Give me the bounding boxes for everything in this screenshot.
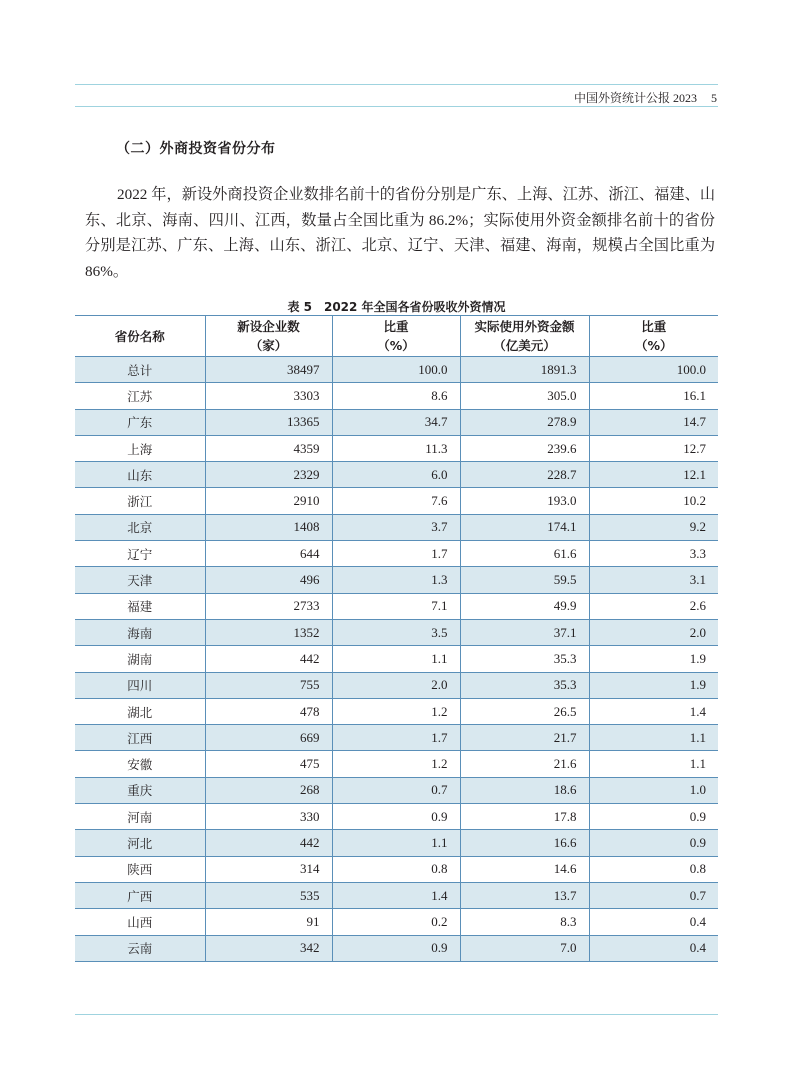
firms-cell: 496 <box>205 567 332 593</box>
footer-rule <box>75 1014 718 1015</box>
header-amount-share: 比重 （%） <box>589 316 718 357</box>
firms-cell: 669 <box>205 725 332 751</box>
province-cell: 北京 <box>75 514 205 540</box>
firms-cell: 13365 <box>205 409 332 435</box>
amount-cell: 49.9 <box>460 593 589 619</box>
firms-cell: 330 <box>205 804 332 830</box>
amount-cell: 7.0 <box>460 935 589 961</box>
amount-share-cell: 10.2 <box>589 488 718 514</box>
province-cell: 辽宁 <box>75 541 205 567</box>
province-cell: 湖北 <box>75 698 205 724</box>
firms-share-cell: 8.6 <box>332 383 460 409</box>
table-row <box>75 935 718 961</box>
amount-cell: 1891.3 <box>460 357 589 383</box>
firms-share-cell: 7.6 <box>332 488 460 514</box>
header-firms-share: 比重 （%） <box>332 316 460 357</box>
table-row <box>75 462 718 488</box>
table-row <box>75 882 718 908</box>
table-caption: 表 5 2022 年全国各省份吸收外资情况 <box>287 300 506 314</box>
firms-share-cell: 3.7 <box>332 514 460 540</box>
amount-share-cell: 0.4 <box>589 935 718 961</box>
firms-share-cell: 1.7 <box>332 541 460 567</box>
table-row <box>75 409 718 435</box>
table-row <box>75 357 718 383</box>
amount-share-cell: 0.4 <box>589 909 718 935</box>
amount-share-cell: 12.7 <box>589 435 718 461</box>
amount-cell: 35.3 <box>460 672 589 698</box>
amount-cell: 21.7 <box>460 725 589 751</box>
amount-share-cell: 1.0 <box>589 777 718 803</box>
amount-cell: 18.6 <box>460 777 589 803</box>
firms-share-cell: 34.7 <box>332 409 460 435</box>
table-row <box>75 672 718 698</box>
amount-share-cell: 100.0 <box>589 357 718 383</box>
amount-cell: 35.3 <box>460 646 589 672</box>
amount-share-cell: 3.1 <box>589 567 718 593</box>
firms-cell: 314 <box>205 856 332 882</box>
amount-cell: 278.9 <box>460 409 589 435</box>
firms-share-cell: 1.2 <box>332 698 460 724</box>
amount-cell: 305.0 <box>460 383 589 409</box>
province-cell: 陕西 <box>75 856 205 882</box>
amount-share-cell: 0.9 <box>589 804 718 830</box>
firms-cell: 442 <box>205 646 332 672</box>
table-row <box>75 777 718 803</box>
amount-share-cell: 3.3 <box>589 541 718 567</box>
firms-cell: 475 <box>205 751 332 777</box>
table-row <box>75 804 718 830</box>
province-cell: 天津 <box>75 567 205 593</box>
running-head-title: 中国外资统计公报 2023 <box>573 91 697 105</box>
table-header-row <box>75 316 718 357</box>
firms-cell: 38497 <box>205 357 332 383</box>
firms-share-cell: 100.0 <box>332 357 460 383</box>
province-cell: 河北 <box>75 830 205 856</box>
province-fdi-table <box>75 315 718 962</box>
amount-cell: 59.5 <box>460 567 589 593</box>
firms-cell: 268 <box>205 777 332 803</box>
body-paragraph: 2022 年，新设外商投资企业数排名前十的省份分别是广东、上海、江苏、浙江、福建、山东、北京、海南、四川、江西，数量占全国比重为 86.2%；实际使用外资金额排名前十的省份分别是江苏、广东、上海、山东、浙江、北京、辽宁、天津、福建、海南，规模占全国比重为 86%。 <box>85 186 715 280</box>
section-title: （二）外商投资省份分布 <box>116 141 276 157</box>
table-row <box>75 751 718 777</box>
firms-share-cell: 2.0 <box>332 672 460 698</box>
firms-cell: 91 <box>205 909 332 935</box>
amount-share-cell: 1.9 <box>589 672 718 698</box>
running-head <box>574 89 717 106</box>
amount-cell: 21.6 <box>460 751 589 777</box>
firms-cell: 4359 <box>205 435 332 461</box>
firms-share-cell: 1.7 <box>332 725 460 751</box>
amount-share-cell: 14.7 <box>589 409 718 435</box>
firms-share-cell: 1.4 <box>332 882 460 908</box>
firms-cell: 755 <box>205 672 332 698</box>
table-row <box>75 619 718 645</box>
province-cell: 重庆 <box>75 777 205 803</box>
firms-cell: 535 <box>205 882 332 908</box>
amount-share-cell: 9.2 <box>589 514 718 540</box>
table-row <box>75 909 718 935</box>
table-row <box>75 725 718 751</box>
province-cell: 浙江 <box>75 488 205 514</box>
table-row <box>75 698 718 724</box>
header-top-rule <box>75 84 718 85</box>
amount-share-cell: 1.1 <box>589 751 718 777</box>
table-row <box>75 567 718 593</box>
table-row <box>75 488 718 514</box>
firms-share-cell: 6.0 <box>332 462 460 488</box>
province-cell: 江西 <box>75 725 205 751</box>
header-new-firms: 新设企业数 （家） <box>205 316 332 357</box>
firms-cell: 442 <box>205 830 332 856</box>
amount-share-cell: 2.6 <box>589 593 718 619</box>
firms-share-cell: 0.9 <box>332 804 460 830</box>
firms-cell: 2329 <box>205 462 332 488</box>
province-cell: 云南 <box>75 935 205 961</box>
amount-share-cell: 1.9 <box>589 646 718 672</box>
firms-cell: 3303 <box>205 383 332 409</box>
table-row <box>75 383 718 409</box>
amount-cell: 61.6 <box>460 541 589 567</box>
amount-cell: 17.8 <box>460 804 589 830</box>
firms-cell: 1352 <box>205 619 332 645</box>
firms-share-cell: 7.1 <box>332 593 460 619</box>
firms-share-cell: 1.3 <box>332 567 460 593</box>
firms-cell: 1408 <box>205 514 332 540</box>
amount-share-cell: 16.1 <box>589 383 718 409</box>
amount-share-cell: 1.1 <box>589 725 718 751</box>
table-row <box>75 646 718 672</box>
table-row <box>75 856 718 882</box>
firms-cell: 2733 <box>205 593 332 619</box>
amount-cell: 26.5 <box>460 698 589 724</box>
province-cell: 广西 <box>75 882 205 908</box>
table-row <box>75 514 718 540</box>
table-row <box>75 830 718 856</box>
province-cell: 上海 <box>75 435 205 461</box>
amount-cell: 16.6 <box>460 830 589 856</box>
page-number: 5 <box>711 91 717 105</box>
table-row <box>75 593 718 619</box>
amount-share-cell: 2.0 <box>589 619 718 645</box>
header-province: 省份名称 <box>75 316 205 357</box>
table-row <box>75 541 718 567</box>
firms-share-cell: 11.3 <box>332 435 460 461</box>
amount-cell: 14.6 <box>460 856 589 882</box>
province-cell: 河南 <box>75 804 205 830</box>
province-cell: 山西 <box>75 909 205 935</box>
header-actual-amount: 实际使用外资金额 （亿美元） <box>460 316 589 357</box>
amount-cell: 8.3 <box>460 909 589 935</box>
amount-cell: 13.7 <box>460 882 589 908</box>
amount-cell: 37.1 <box>460 619 589 645</box>
province-cell: 广东 <box>75 409 205 435</box>
firms-share-cell: 1.1 <box>332 646 460 672</box>
province-cell: 江苏 <box>75 383 205 409</box>
amount-share-cell: 1.4 <box>589 698 718 724</box>
firms-share-cell: 1.1 <box>332 830 460 856</box>
firms-cell: 478 <box>205 698 332 724</box>
firms-cell: 2910 <box>205 488 332 514</box>
amount-cell: 228.7 <box>460 462 589 488</box>
province-cell: 福建 <box>75 593 205 619</box>
amount-share-cell: 0.9 <box>589 830 718 856</box>
firms-share-cell: 0.9 <box>332 935 460 961</box>
firms-cell: 644 <box>205 541 332 567</box>
firms-share-cell: 1.2 <box>332 751 460 777</box>
province-cell: 海南 <box>75 619 205 645</box>
amount-cell: 239.6 <box>460 435 589 461</box>
header-bottom-rule <box>75 106 718 107</box>
firms-share-cell: 0.7 <box>332 777 460 803</box>
province-cell: 总计 <box>75 357 205 383</box>
firms-share-cell: 3.5 <box>332 619 460 645</box>
amount-cell: 193.0 <box>460 488 589 514</box>
firms-share-cell: 0.2 <box>332 909 460 935</box>
province-cell: 山东 <box>75 462 205 488</box>
province-cell: 安徽 <box>75 751 205 777</box>
amount-cell: 174.1 <box>460 514 589 540</box>
table-row <box>75 435 718 461</box>
firms-cell: 342 <box>205 935 332 961</box>
firms-share-cell: 0.8 <box>332 856 460 882</box>
province-cell: 四川 <box>75 672 205 698</box>
amount-share-cell: 12.1 <box>589 462 718 488</box>
province-cell: 湖南 <box>75 646 205 672</box>
amount-share-cell: 0.8 <box>589 856 718 882</box>
amount-share-cell: 0.7 <box>589 882 718 908</box>
